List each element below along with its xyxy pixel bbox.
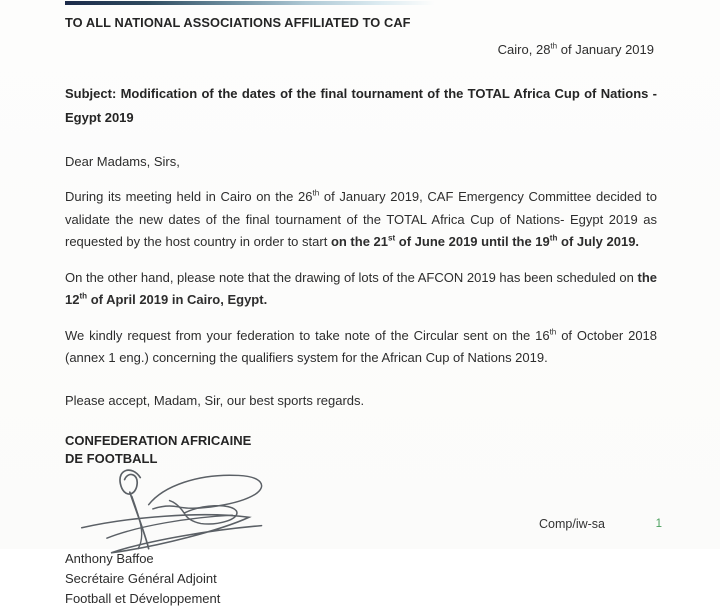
footer-reference: Comp/iw-sa (539, 517, 605, 531)
organization-block (65, 432, 657, 468)
date-line: Cairo, 28th of January 2019 (497, 41, 654, 57)
signatory-block (65, 549, 657, 609)
closing-line: Please accept, Madam, Sir, our best sports regards. (65, 392, 365, 408)
paragraph-circular-request: We kindly request from your federation to take note of the Circular sent on the 16th of October 2018 (annex 1 eng.) concerning the qualifiers system for the African Cup of Nations 2019. (65, 327, 658, 365)
paragraph-meeting-dates: During its meeting held in Cairo on the 26th of January 2019, CAF Emergency Committee decided to validate the new dates of the final tournament of the TOTAL Africa Cup of Nations- Egypt 2019 as requested by the host country in order to start on the 21st of June 2019 until the 19th of July 2019. (65, 188, 657, 249)
signatory-name: Anthony Baffoe (65, 550, 154, 566)
signature-scribble-icon (55, 465, 305, 557)
salutation: Dear Madams, Sirs, (65, 154, 180, 169)
subject-line: Subject: Modification of the dates of the final tournament of the TOTAL Africa Cup of Nations - Egypt 2019 (65, 86, 657, 125)
organization-name-line2: DE FOOTBALL (65, 450, 158, 466)
top-accent-bar (65, 1, 435, 5)
recipient-line: TO ALL NATIONAL ASSOCIATIONS AFFILIATED TO CAF (65, 15, 411, 30)
page-number: 1 (655, 518, 662, 530)
organization-name-line1: CONFEDERATION AFRICAINE (65, 432, 252, 448)
signatory-title-line1: Secrétaire Général Adjoint (65, 570, 217, 586)
paragraph-drawing-of-lots: On the other hand, please note that the drawing of lots of the AFCON 2019 has been scheduled on the 12th of April 2019 in Cairo, Egypt. (65, 269, 657, 307)
signature-area (55, 465, 657, 551)
signatory-title-line2: Football et Développement (65, 590, 221, 606)
